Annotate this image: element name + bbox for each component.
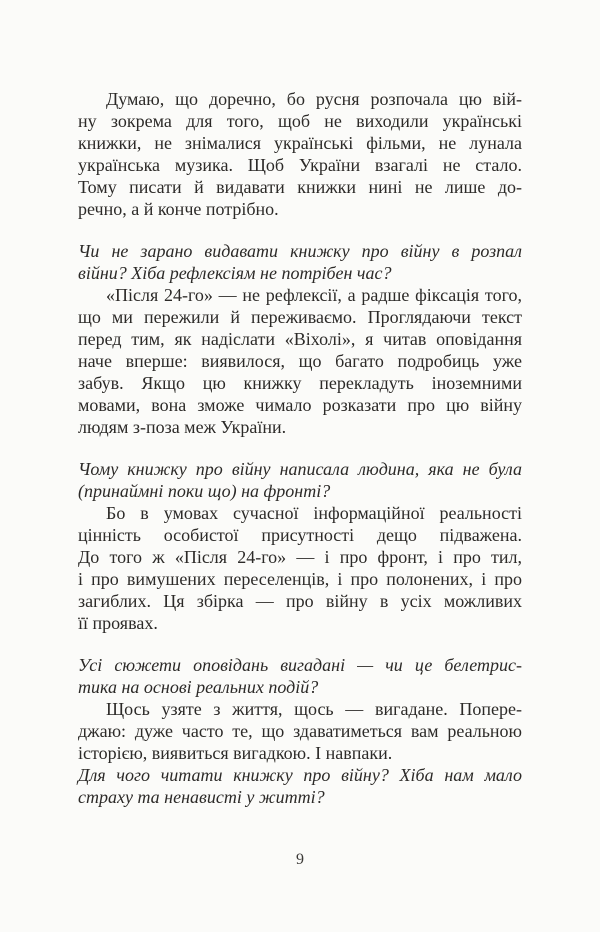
answer-paragraph: [78, 502, 522, 634]
text-line: і про вимушених переселенців, і про полонених, і про: [78, 569, 522, 589]
text-line: Тому писати й видавати книжки нині не лише до-: [78, 177, 522, 197]
text-line: Усі сюжети оповідань вигадані — чи це белетрис-: [78, 655, 522, 675]
text-line: (принаймні поки що) на фронті?: [78, 481, 331, 501]
text-line: Думаю, що доречно, бо русня розпочала цю вій-: [106, 89, 522, 109]
text-line: Чому книжку про війну написала людина, яка не була: [78, 459, 522, 479]
text-line: людям з-поза меж України.: [78, 417, 287, 437]
text-line: що ми пережили й переживаємо. Проглядаючи текст: [78, 307, 522, 327]
text-line: цінність особистої присутності дещо підважена.: [78, 525, 522, 545]
text-block: [78, 88, 522, 808]
text-line: історією, виявиться вигадкою. І навпаки.: [78, 743, 393, 763]
text-line: війни? Хіба рефлексіям не потрібен час?: [78, 263, 392, 283]
text-line: книжки, не знімалися українські фільми, не лунала: [78, 133, 522, 153]
text-line: її проявах.: [78, 613, 158, 633]
text-line: мовами, вона зможе чимало розказати про цю війну: [78, 395, 522, 415]
text-line: загиблих. Ця збірка — про війну в усіх можливих: [78, 591, 522, 611]
text-line: До того ж «Після 24-го» — і про фронт, і про тил,: [78, 547, 522, 567]
page-number: 9: [296, 851, 304, 868]
question-paragraph: [78, 764, 522, 808]
answer-paragraph: [78, 698, 522, 764]
question-paragraph: [78, 654, 522, 698]
text-line: забув. Якщо цю книжку перекладуть іноземними: [78, 373, 522, 393]
text-line: Щось узяте з життя, щось — вигадане. Попере-: [106, 699, 522, 719]
question-paragraph: [78, 458, 522, 502]
question-paragraph: [78, 240, 522, 284]
text-line: Бо в умовах сучасної інформаційної реальності: [106, 503, 522, 523]
text-line: українська музика. Щоб України взагалі не стало.: [78, 155, 522, 175]
text-line: тика на основі реальних подій?: [78, 677, 319, 697]
text-line: джаю: дуже часто те, що здаватиметься вам реальною: [78, 721, 522, 741]
text-line: перед тим, як надіслати «Віхолі», я читав оповідання: [78, 329, 522, 349]
text-line: речно, а й конче потрібно.: [78, 199, 279, 219]
text-line: «Після 24-го» — не рефлексії, а радше фіксація того,: [106, 285, 522, 305]
answer-paragraph: [78, 88, 522, 220]
text-line: наче вперше: виявилося, що багато подробиць уже: [78, 351, 522, 371]
text-line: Чи не зарано видавати книжку про війну в розпал: [78, 241, 522, 261]
answer-paragraph: [78, 284, 522, 438]
text-line: Для чого читати книжку про війну? Хіба нам мало: [78, 765, 522, 785]
text-line: страху та ненависті у житті?: [78, 787, 325, 807]
text-line: ну зокрема для того, щоб не виходили українські: [78, 111, 522, 131]
